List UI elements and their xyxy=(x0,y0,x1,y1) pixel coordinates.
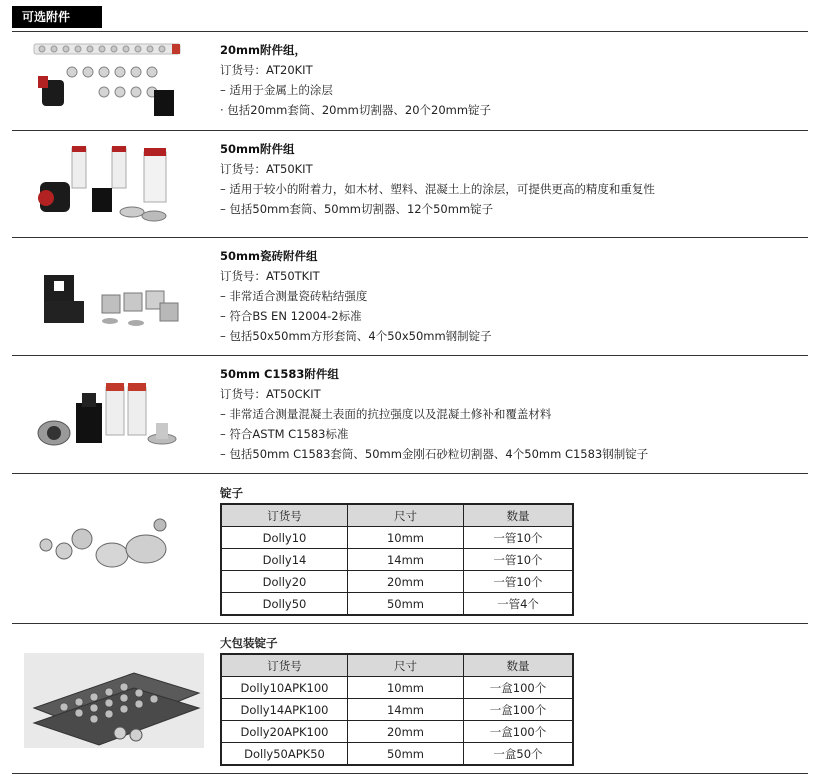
kit-feature: – 符合BS EN 12004-2标准 xyxy=(220,309,362,323)
table-cell: 10mm xyxy=(348,527,464,549)
kit-order-number: 订货号：AT20KIT xyxy=(220,63,313,77)
table-row xyxy=(221,699,573,721)
kit-feature: – 适用于金属上的涂层 xyxy=(220,83,333,97)
table-cell: Dolly20APK100 xyxy=(221,721,348,743)
table-cell: Dolly10APK100 xyxy=(221,677,348,699)
kit-tile-image xyxy=(32,261,182,341)
section-divider xyxy=(12,773,808,774)
kit-name: 50mm附件组 xyxy=(220,142,295,156)
kit-feature: – 非常适合测量混凝土表面的抗拉强度以及混凝土修补和覆盖材料 xyxy=(220,407,552,421)
table-cell: 50mm xyxy=(348,593,464,616)
table-cell: 一管10个 xyxy=(464,527,574,549)
table-cell: Dolly14 xyxy=(221,549,348,571)
table-cell: 14mm xyxy=(348,549,464,571)
kit-order-number: 订货号：AT50KIT xyxy=(220,162,313,176)
table-row xyxy=(221,593,573,616)
dollies-title: 锭子 xyxy=(220,486,243,500)
table-cell: 20mm xyxy=(348,721,464,743)
kit-text xyxy=(220,139,655,219)
dollies-table xyxy=(220,503,574,616)
kit-feature: – 包括50mm套筒、50mm切割器、12个50mm锭子 xyxy=(220,202,494,216)
table-cell: Dolly50 xyxy=(221,593,348,616)
table-cell: 10mm xyxy=(348,677,464,699)
kit-name: 20mm附件组， xyxy=(220,43,306,57)
table-cell: 一管10个 xyxy=(464,571,574,593)
table-cell: 一盒50个 xyxy=(464,743,574,766)
table-cell: 20mm xyxy=(348,571,464,593)
kit-section-at50tkit xyxy=(12,237,808,355)
table-cell: 一盒100个 xyxy=(464,721,574,743)
kit-section-at20kit xyxy=(12,32,808,130)
table-cell: 一管4个 xyxy=(464,593,574,616)
kit-section-at50kit xyxy=(12,130,808,237)
table-row xyxy=(221,743,573,766)
table-header: 数量 xyxy=(464,504,574,527)
kit-text xyxy=(220,246,492,346)
table-cell: 14mm xyxy=(348,699,464,721)
table-header: 尺寸 xyxy=(348,504,464,527)
kit-text xyxy=(220,40,491,120)
dollies-image xyxy=(32,509,182,579)
table-header: 尺寸 xyxy=(348,654,464,677)
kit-name: 50mm瓷砖附件组 xyxy=(220,249,318,263)
table-cell: 50mm xyxy=(348,743,464,766)
kit-feature: – 包括50mm C1583套筒、50mm金刚石砂粒切割器、4个50mm C1583钢制锭子 xyxy=(220,447,649,461)
table-cell: 一管10个 xyxy=(464,549,574,571)
table-cell: Dolly20 xyxy=(221,571,348,593)
table-header-row xyxy=(221,654,573,677)
table-header-row xyxy=(221,504,573,527)
table-header: 订货号 xyxy=(221,504,348,527)
kit-c1583-image xyxy=(32,379,182,459)
bulk-dollies-image xyxy=(24,653,204,748)
table-row xyxy=(221,549,573,571)
table-cell: 一盒100个 xyxy=(464,699,574,721)
dollies-section xyxy=(12,473,808,623)
kit-feature: – 适用于较小的附着力，如木材、塑料、混凝土上的涂层，可提供更高的精度和重复性 xyxy=(220,182,655,196)
bulk-dollies-section xyxy=(12,623,808,773)
table-row xyxy=(221,677,573,699)
page-title: 可选附件 xyxy=(12,6,102,28)
table-row xyxy=(221,571,573,593)
bulk-dollies-table xyxy=(220,653,574,766)
table-cell: Dolly14APK100 xyxy=(221,699,348,721)
table-row xyxy=(221,527,573,549)
table-cell: Dolly10 xyxy=(221,527,348,549)
kit-section-at50ckit xyxy=(12,355,808,473)
bulk-dollies-title: 大包装锭子 xyxy=(220,636,278,650)
kit-feature: – 非常适合测量瓷砖粘结强度 xyxy=(220,289,368,303)
kit-order-number: 订货号：AT50CKIT xyxy=(220,387,321,401)
table-header: 订货号 xyxy=(221,654,348,677)
kit-20mm-image xyxy=(32,40,182,120)
table-row xyxy=(221,721,573,743)
table-header: 数量 xyxy=(464,654,574,677)
kit-text xyxy=(220,364,648,464)
kit-feature: · 包括20mm套筒、20mm切割器、20个20mm锭子 xyxy=(220,103,492,117)
table-cell: Dolly50APK50 xyxy=(221,743,348,766)
kit-feature: – 符合ASTM C1583标准 xyxy=(220,427,349,441)
kit-order-number: 订货号：AT50TKIT xyxy=(220,269,320,283)
kit-feature: – 包括50x50mm方形套筒、4个50x50mm钢制锭子 xyxy=(220,329,492,343)
kit-name: 50mm C1583附件组 xyxy=(220,367,339,381)
table-cell: 一盒100个 xyxy=(464,677,574,699)
kit-50mm-image xyxy=(32,142,182,227)
